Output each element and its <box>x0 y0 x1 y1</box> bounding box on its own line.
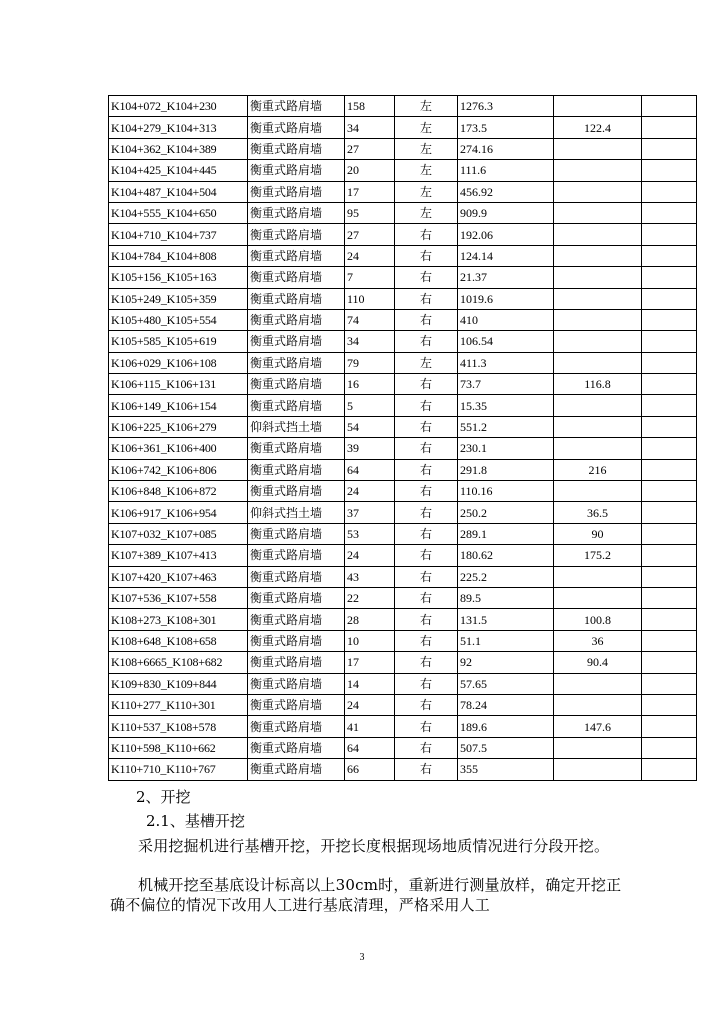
paragraph-1: 采用挖掘机进行基槽开挖，开挖长度根据现场地质情况进行分段开挖。 <box>138 837 610 855</box>
table-row <box>109 138 697 159</box>
volume-cell: 411.3 <box>458 352 554 373</box>
wall-type-cell: 衡重式路肩墙 <box>248 759 345 780</box>
extra-value-cell <box>554 395 642 416</box>
length-cell: 14 <box>345 673 395 694</box>
volume-cell: 124.14 <box>458 245 554 266</box>
volume-cell: 192.06 <box>458 224 554 245</box>
section-range-cell: K106+149_K106+154 <box>109 395 248 416</box>
wall-type-cell: 衡重式路肩墙 <box>248 202 345 223</box>
blank-cell <box>642 630 697 651</box>
extra-value-cell <box>554 331 642 352</box>
side-cell: 右 <box>395 502 458 523</box>
extra-value-cell <box>554 288 642 309</box>
wall-type-cell: 仰斜式挡土墙 <box>248 502 345 523</box>
side-cell: 右 <box>395 481 458 502</box>
wall-type-cell: 衡重式路肩墙 <box>248 245 345 266</box>
table-row <box>109 160 697 181</box>
table-row <box>109 416 697 437</box>
table-row <box>109 309 697 330</box>
length-cell: 5 <box>345 395 395 416</box>
section-range-cell: K108+648_K108+658 <box>109 630 248 651</box>
extra-value-cell <box>554 587 642 608</box>
volume-cell: 78.24 <box>458 694 554 715</box>
section-range-cell: K105+249_K105+359 <box>109 288 248 309</box>
wall-type-cell: 衡重式路肩墙 <box>248 545 345 566</box>
wall-type-cell: 衡重式路肩墙 <box>248 673 345 694</box>
side-cell: 右 <box>395 245 458 266</box>
section-range-cell: K107+420_K107+463 <box>109 566 248 587</box>
volume-cell: 456.92 <box>458 181 554 202</box>
side-cell: 左 <box>395 96 458 117</box>
table-body <box>109 96 697 781</box>
table-row <box>109 438 697 459</box>
table-row <box>109 523 697 544</box>
wall-type-cell: 衡重式路肩墙 <box>248 309 345 330</box>
table-row <box>109 288 697 309</box>
blank-cell <box>642 459 697 480</box>
wall-type-cell: 衡重式路肩墙 <box>248 566 345 587</box>
length-cell: 41 <box>345 716 395 737</box>
wall-type-cell: 衡重式路肩墙 <box>248 438 345 459</box>
wall-type-cell: 衡重式路肩墙 <box>248 352 345 373</box>
length-cell: 34 <box>345 331 395 352</box>
side-cell: 右 <box>395 438 458 459</box>
extra-value-cell: 100.8 <box>554 609 642 630</box>
side-cell: 右 <box>395 716 458 737</box>
length-cell: 22 <box>345 587 395 608</box>
table-row <box>109 202 697 223</box>
section-range-cell: K104+072_K104+230 <box>109 96 248 117</box>
section-range-cell: K110+598_K110+662 <box>109 737 248 758</box>
blank-cell <box>642 288 697 309</box>
side-cell: 右 <box>395 416 458 437</box>
side-cell: 右 <box>395 609 458 630</box>
table-row <box>109 630 697 651</box>
length-cell: 34 <box>345 117 395 138</box>
section-range-cell: K108+6665_K108+682 <box>109 652 248 673</box>
table-row <box>109 737 697 758</box>
blank-cell <box>642 331 697 352</box>
volume-cell: 250.2 <box>458 502 554 523</box>
extra-value-cell: 90.4 <box>554 652 642 673</box>
volume-cell: 110.16 <box>458 481 554 502</box>
wall-type-cell: 衡重式路肩墙 <box>248 609 345 630</box>
wall-type-cell: 衡重式路肩墙 <box>248 652 345 673</box>
volume-cell: 291.8 <box>458 459 554 480</box>
table-row <box>109 502 697 523</box>
volume-cell: 274.16 <box>458 138 554 159</box>
length-cell: 95 <box>345 202 395 223</box>
side-cell: 左 <box>395 138 458 159</box>
wall-type-cell: 衡重式路肩墙 <box>248 630 345 651</box>
table-row <box>109 652 697 673</box>
volume-cell: 230.1 <box>458 438 554 459</box>
length-cell: 37 <box>345 502 395 523</box>
table-row <box>109 673 697 694</box>
blank-cell <box>642 694 697 715</box>
blank-cell <box>642 737 697 758</box>
length-cell: 79 <box>345 352 395 373</box>
wall-type-cell: 衡重式路肩墙 <box>248 138 345 159</box>
section-range-cell: K106+115_K106+131 <box>109 374 248 395</box>
wall-type-cell: 衡重式路肩墙 <box>248 288 345 309</box>
wall-type-cell: 衡重式路肩墙 <box>248 267 345 288</box>
section-range-cell: K104+784_K104+808 <box>109 245 248 266</box>
side-cell: 左 <box>395 181 458 202</box>
length-cell: 64 <box>345 459 395 480</box>
length-cell: 158 <box>345 96 395 117</box>
extra-value-cell <box>554 481 642 502</box>
volume-cell: 21.37 <box>458 267 554 288</box>
length-cell: 10 <box>345 630 395 651</box>
length-cell: 28 <box>345 609 395 630</box>
extra-value-cell <box>554 202 642 223</box>
volume-cell: 909.9 <box>458 202 554 223</box>
extra-value-cell <box>554 138 642 159</box>
section-range-cell: K106+361_K106+400 <box>109 438 248 459</box>
section-range-cell: K109+830_K109+844 <box>109 673 248 694</box>
wall-type-cell: 衡重式路肩墙 <box>248 181 345 202</box>
volume-cell: 1019.6 <box>458 288 554 309</box>
section-range-cell: K104+279_K104+313 <box>109 117 248 138</box>
wall-type-cell: 衡重式路肩墙 <box>248 523 345 544</box>
volume-cell: 1276.3 <box>458 96 554 117</box>
volume-cell: 507.5 <box>458 737 554 758</box>
extra-value-cell: 90 <box>554 523 642 544</box>
blank-cell <box>642 438 697 459</box>
length-cell: 27 <box>345 138 395 159</box>
blank-cell <box>642 202 697 223</box>
section-range-cell: K104+425_K104+445 <box>109 160 248 181</box>
section-range-cell: K107+536_K107+558 <box>109 587 248 608</box>
side-cell: 右 <box>395 331 458 352</box>
section-range-cell: K104+710_K104+737 <box>109 224 248 245</box>
blank-cell <box>642 759 697 780</box>
side-cell: 右 <box>395 374 458 395</box>
volume-cell: 131.5 <box>458 609 554 630</box>
wall-type-cell: 衡重式路肩墙 <box>248 694 345 715</box>
side-cell: 右 <box>395 694 458 715</box>
section-range-cell: K105+156_K105+163 <box>109 267 248 288</box>
wall-type-cell: 衡重式路肩墙 <box>248 737 345 758</box>
length-cell: 24 <box>345 245 395 266</box>
blank-cell <box>642 245 697 266</box>
section-range-cell: K110+537_K108+578 <box>109 716 248 737</box>
volume-cell: 15.35 <box>458 395 554 416</box>
side-cell: 右 <box>395 630 458 651</box>
table-row <box>109 267 697 288</box>
wall-type-cell: 衡重式路肩墙 <box>248 331 345 352</box>
blank-cell <box>642 352 697 373</box>
volume-cell: 355 <box>458 759 554 780</box>
length-cell: 24 <box>345 694 395 715</box>
extra-value-cell: 147.6 <box>554 716 642 737</box>
extra-value-cell: 175.2 <box>554 545 642 566</box>
blank-cell <box>642 160 697 181</box>
volume-cell: 57.65 <box>458 673 554 694</box>
section-heading: 2、开挖 <box>136 788 191 806</box>
length-cell: 66 <box>345 759 395 780</box>
blank-cell <box>642 374 697 395</box>
length-cell: 54 <box>345 416 395 437</box>
table-row <box>109 352 697 373</box>
side-cell: 右 <box>395 224 458 245</box>
wall-type-cell: 仰斜式挡土墙 <box>248 416 345 437</box>
extra-value-cell <box>554 694 642 715</box>
table-row <box>109 181 697 202</box>
blank-cell <box>642 566 697 587</box>
volume-cell: 51.1 <box>458 630 554 651</box>
table-row <box>109 481 697 502</box>
extra-value-cell <box>554 245 642 266</box>
table-row <box>109 459 697 480</box>
volume-cell: 551.2 <box>458 416 554 437</box>
length-cell: 24 <box>345 545 395 566</box>
length-cell: 24 <box>345 481 395 502</box>
blank-cell <box>642 523 697 544</box>
side-cell: 右 <box>395 673 458 694</box>
length-cell: 39 <box>345 438 395 459</box>
blank-cell <box>642 545 697 566</box>
side-cell: 右 <box>395 267 458 288</box>
volume-cell: 173.5 <box>458 117 554 138</box>
section-range-cell: K105+585_K105+619 <box>109 331 248 352</box>
table-row <box>109 245 697 266</box>
extra-value-cell: 122.4 <box>554 117 642 138</box>
extra-value-cell <box>554 160 642 181</box>
extra-value-cell <box>554 352 642 373</box>
extra-value-cell <box>554 416 642 437</box>
extra-value-cell <box>554 96 642 117</box>
volume-cell: 180.62 <box>458 545 554 566</box>
volume-cell: 189.6 <box>458 716 554 737</box>
length-cell: 110 <box>345 288 395 309</box>
volume-cell: 73.7 <box>458 374 554 395</box>
side-cell: 右 <box>395 545 458 566</box>
length-cell: 74 <box>345 309 395 330</box>
volume-cell: 111.6 <box>458 160 554 181</box>
table-row <box>109 117 697 138</box>
table-row <box>109 545 697 566</box>
blank-cell <box>642 587 697 608</box>
volume-cell: 89.5 <box>458 587 554 608</box>
retaining-wall-table <box>108 95 697 781</box>
table-row <box>109 96 697 117</box>
section-range-cell: K110+710_K110+767 <box>109 759 248 780</box>
table-row <box>109 587 697 608</box>
table-row <box>109 759 697 780</box>
blank-cell <box>642 224 697 245</box>
wall-type-cell: 衡重式路肩墙 <box>248 459 345 480</box>
side-cell: 右 <box>395 587 458 608</box>
table-row <box>109 566 697 587</box>
blank-cell <box>642 117 697 138</box>
side-cell: 左 <box>395 160 458 181</box>
length-cell: 20 <box>345 160 395 181</box>
blank-cell <box>642 716 697 737</box>
volume-cell: 106.54 <box>458 331 554 352</box>
side-cell: 右 <box>395 309 458 330</box>
side-cell: 右 <box>395 737 458 758</box>
side-cell: 右 <box>395 566 458 587</box>
section-range-cell: K105+480_K105+554 <box>109 309 248 330</box>
wall-type-cell: 衡重式路肩墙 <box>248 96 345 117</box>
volume-cell: 289.1 <box>458 523 554 544</box>
extra-value-cell: 36.5 <box>554 502 642 523</box>
section-range-cell: K104+555_K104+650 <box>109 202 248 223</box>
section-range-cell: K110+277_K110+301 <box>109 694 248 715</box>
table-row <box>109 331 697 352</box>
wall-type-cell: 衡重式路肩墙 <box>248 716 345 737</box>
extra-value-cell <box>554 673 642 694</box>
blank-cell <box>642 267 697 288</box>
page-number: 3 <box>359 952 365 963</box>
section-range-cell: K104+362_K104+389 <box>109 138 248 159</box>
side-cell: 左 <box>395 202 458 223</box>
subsection-heading: 2.1、基槽开挖 <box>146 812 245 830</box>
blank-cell <box>642 96 697 117</box>
length-cell: 17 <box>345 652 395 673</box>
table-row <box>109 716 697 737</box>
volume-cell: 92 <box>458 652 554 673</box>
wall-type-cell: 衡重式路肩墙 <box>248 587 345 608</box>
section-range-cell: K106+917_K106+954 <box>109 502 248 523</box>
blank-cell <box>642 181 697 202</box>
section-range-cell: K106+742_K106+806 <box>109 459 248 480</box>
table-row <box>109 395 697 416</box>
wall-type-cell: 衡重式路肩墙 <box>248 481 345 502</box>
section-range-cell: K104+487_K104+504 <box>109 181 248 202</box>
side-cell: 左 <box>395 117 458 138</box>
blank-cell <box>642 416 697 437</box>
volume-cell: 410 <box>458 309 554 330</box>
length-cell: 16 <box>345 374 395 395</box>
side-cell: 右 <box>395 523 458 544</box>
extra-value-cell <box>554 737 642 758</box>
wall-type-cell: 衡重式路肩墙 <box>248 374 345 395</box>
blank-cell <box>642 673 697 694</box>
side-cell: 右 <box>395 459 458 480</box>
section-range-cell: K106+225_K106+279 <box>109 416 248 437</box>
blank-cell <box>642 309 697 330</box>
section-range-cell: K107+389_K107+413 <box>109 545 248 566</box>
blank-cell <box>642 138 697 159</box>
blank-cell <box>642 481 697 502</box>
wall-type-cell: 衡重式路肩墙 <box>248 395 345 416</box>
extra-value-cell: 36 <box>554 630 642 651</box>
side-cell: 右 <box>395 652 458 673</box>
length-cell: 27 <box>345 224 395 245</box>
wall-type-cell: 衡重式路肩墙 <box>248 117 345 138</box>
extra-value-cell <box>554 181 642 202</box>
length-cell: 53 <box>345 523 395 544</box>
wall-type-cell: 衡重式路肩墙 <box>248 160 345 181</box>
side-cell: 左 <box>395 352 458 373</box>
table-row <box>109 694 697 715</box>
section-range-cell: K107+032_K107+085 <box>109 523 248 544</box>
extra-value-cell <box>554 224 642 245</box>
volume-cell: 225.2 <box>458 566 554 587</box>
extra-value-cell: 116.8 <box>554 374 642 395</box>
section-range-cell: K106+848_K106+872 <box>109 481 248 502</box>
side-cell: 右 <box>395 759 458 780</box>
blank-cell <box>642 395 697 416</box>
side-cell: 右 <box>395 288 458 309</box>
table-row <box>109 224 697 245</box>
length-cell: 7 <box>345 267 395 288</box>
section-range-cell: K108+273_K108+301 <box>109 609 248 630</box>
paragraph-2: 机械开挖至基底设计标高以上30cm时，重新进行测量放样，确定开挖正确不偏位的情况下改用人工进行基底清理，严格采用人工 <box>110 876 622 914</box>
extra-value-cell <box>554 309 642 330</box>
blank-cell <box>642 502 697 523</box>
table-row <box>109 609 697 630</box>
length-cell: 43 <box>345 566 395 587</box>
length-cell: 64 <box>345 737 395 758</box>
length-cell: 17 <box>345 181 395 202</box>
extra-value-cell <box>554 759 642 780</box>
side-cell: 右 <box>395 395 458 416</box>
section-range-cell: K106+029_K106+108 <box>109 352 248 373</box>
blank-cell <box>642 609 697 630</box>
extra-value-cell: 216 <box>554 459 642 480</box>
blank-cell <box>642 652 697 673</box>
table-row <box>109 374 697 395</box>
extra-value-cell <box>554 438 642 459</box>
extra-value-cell <box>554 566 642 587</box>
extra-value-cell <box>554 267 642 288</box>
wall-type-cell: 衡重式路肩墙 <box>248 224 345 245</box>
